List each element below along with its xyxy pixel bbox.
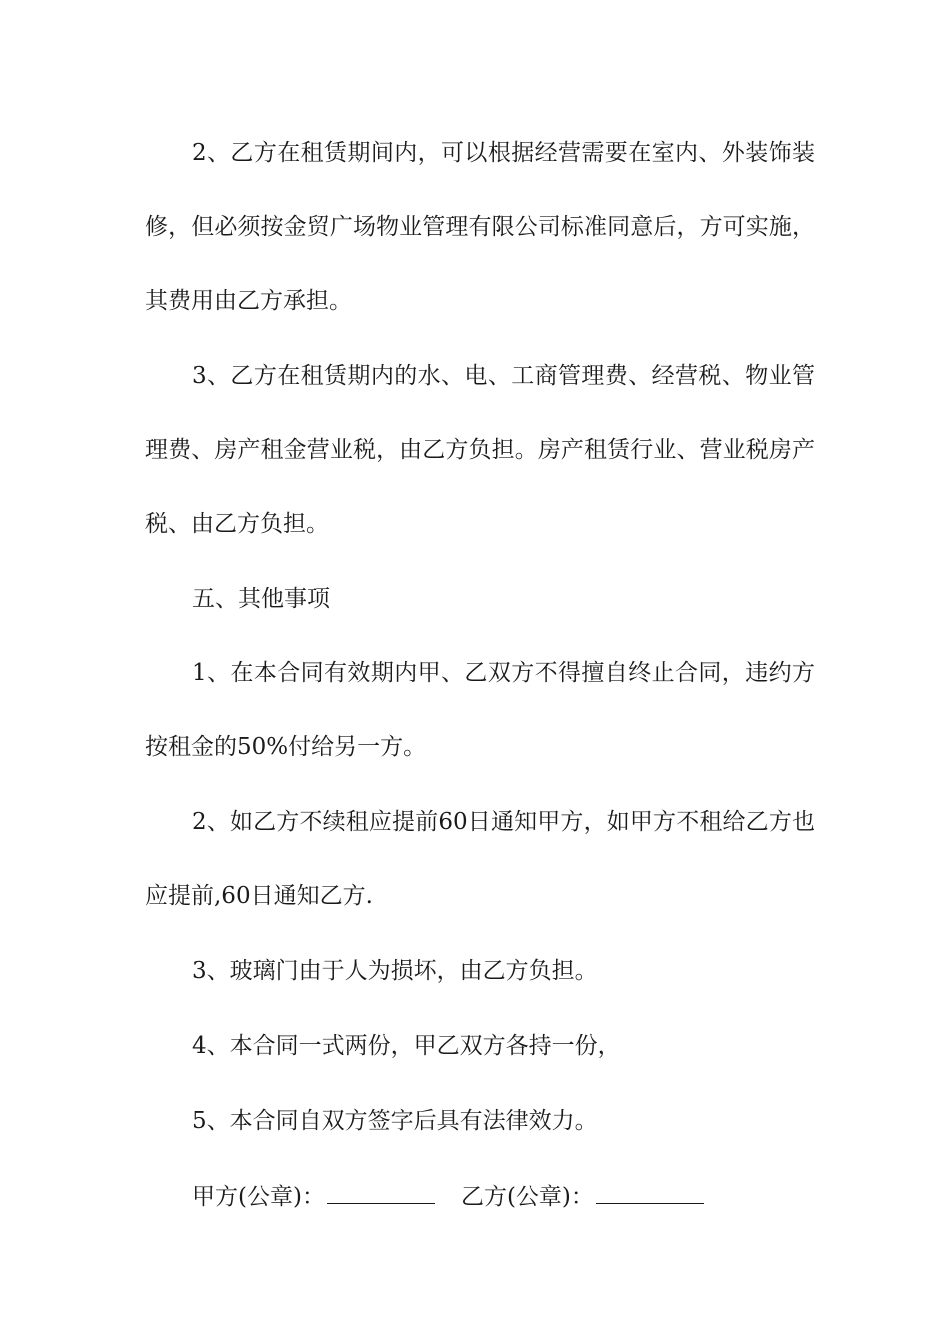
clause-2-decoration: 2、乙方在租赁期间内，可以根据经营需要在室内、外装饰装修，但必须按金贸广场物业管理有限公司标准同意后，方可实施，其费用由乙方承担。 xyxy=(145,140,815,314)
signature-row xyxy=(192,1160,812,1234)
clause-4-copies: 4、本合同一式两份，甲乙双方各持一份， xyxy=(192,1033,621,1059)
section-heading-other-matters: 五、其他事项 xyxy=(192,586,330,612)
party-a-signature-line xyxy=(327,1202,435,1204)
clause-3-fees: 3、乙方在租赁期内的水、电、工商管理费、经营税、物业管理费、房产租金营业税，由乙方负担。房产租赁行业、营业税房产税、由乙方负担。 xyxy=(145,363,815,537)
clause-1-termination: 1、在本合同有效期内甲、乙双方不得擅自终止合同，违约方按租金的50%付给另一方。 xyxy=(145,660,815,760)
party-a-label: 甲方(公章)： xyxy=(192,1184,325,1210)
clause-3-glass-door: 3、玻璃门由于人为损坏，由乙方负担。 xyxy=(192,958,598,984)
clause-2-renewal: 2、如乙方不续租应提前60日通知甲方，如甲方不租给乙方也应提前,60日通知乙方. xyxy=(145,809,815,909)
party-b-signature xyxy=(461,1160,704,1234)
party-b-label: 乙方(公章)： xyxy=(460,1184,594,1210)
party-a-signature xyxy=(192,1160,435,1234)
clause-5-effect: 5、本合同自双方签字后具有法律效力。 xyxy=(192,1108,598,1134)
party-b-signature-line xyxy=(596,1202,704,1204)
